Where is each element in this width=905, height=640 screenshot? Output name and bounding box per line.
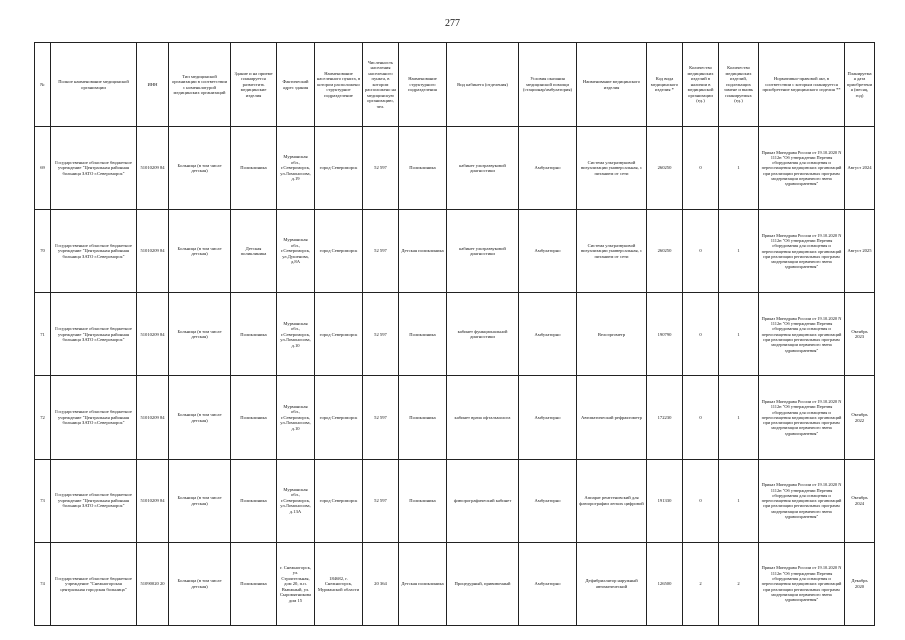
cell-qty-need: 2 (719, 542, 759, 625)
cell-type: Больница (в том числе детская) (169, 293, 231, 376)
cell-population: 52 597 (363, 459, 399, 542)
cell-room: кабинет врача офтальмолога (447, 376, 519, 459)
cell-type: Больница (в том числе детская) (169, 210, 231, 293)
cell-locality: город Североморск (315, 127, 363, 210)
cell-locality: город Североморск (315, 210, 363, 293)
table-row (35, 376, 875, 459)
cell-room: кабинет ультразвуковой диагностики (447, 210, 519, 293)
cell-locality: город Североморск (315, 376, 363, 459)
cell-qty-have: 0 (683, 210, 719, 293)
cell-conditions: Амбулаторно (519, 210, 577, 293)
cell-subdivision: Поликлиника (399, 376, 447, 459)
cell-org: Государственное областное бюджетное учреждение "Центральная районная больница ЗАТО г.Североморск" (51, 459, 137, 542)
cell-qty-need: 1 (719, 459, 759, 542)
column-header: ИНН (137, 43, 169, 127)
cell-org: Государственное областное бюджетное учреждение "Снежногорская центральная городская больница" (51, 542, 137, 625)
cell-inn: 51090020 20 (137, 542, 169, 625)
table-row (35, 293, 875, 376)
cell-population: 52 597 (363, 210, 399, 293)
cell-subdivision: Поликлиника (399, 459, 447, 542)
cell-address: Мурманская обл., г.Североморск, ул.Ломоносова, д.10 (277, 293, 315, 376)
cell-basis: Приказ Минздрава России от 19.10.2020 N 1112н "Об утверждении Перечня оборудования для оснащения и переоснащения медицинских организаций при реализации региональных программ модернизации первичного звена здравоохранения" (759, 293, 845, 376)
cell-inn: 51010209 84 (137, 459, 169, 542)
cell-subdivision: Детская поликлиника (399, 542, 447, 625)
cell-basis: Приказ Минздрава России от 19.10.2020 N 1112н "Об утверждении Перечня оборудования для оснащения и переоснащения медицинских организаций при реализации региональных программ модернизации первичного звена здравоохранения" (759, 210, 845, 293)
cell-population: 52 597 (363, 376, 399, 459)
cell-num: 70 (35, 210, 51, 293)
cell-qty-have: 2 (683, 542, 719, 625)
cell-org: Государственное областное бюджетное учреждение "Центральная районная больница ЗАТО г.Североморск" (51, 376, 137, 459)
cell-room: Процедурный, прививочный (447, 542, 519, 625)
cell-room: кабинет функциональной диагностики (447, 293, 519, 376)
cell-type: Больница (в том числе детская) (169, 376, 231, 459)
cell-qty-have: 0 (683, 127, 719, 210)
cell-qty-need: 1 (719, 127, 759, 210)
cell-qty-need: 1 (719, 210, 759, 293)
cell-type: Больница (в том числе детская) (169, 542, 231, 625)
cell-qty-have: 0 (683, 376, 719, 459)
cell-date: Август 2025 (845, 210, 875, 293)
cell-device: Автоматический рефрактометр (577, 376, 647, 459)
cell-device: Система ультразвуковой визуализации универсальная, с питанием от сети (577, 210, 647, 293)
cell-conditions: Амбулаторно (519, 459, 577, 542)
cell-room: флюорографический кабинет (447, 459, 519, 542)
cell-device: Велоэргометр (577, 293, 647, 376)
cell-code: 172230 (647, 376, 683, 459)
cell-room: кабинет ультразвуковой диагностики (447, 127, 519, 210)
cell-subdivision: Детская поликлиника (399, 210, 447, 293)
cell-building: Детская поликлиника (231, 210, 277, 293)
cell-building: Поликлиника (231, 376, 277, 459)
cell-inn: 51010209 84 (137, 376, 169, 459)
cell-conditions: Амбулаторно (519, 376, 577, 459)
cell-date: Октябрь 2022 (845, 376, 875, 459)
cell-building: Поликлиника (231, 127, 277, 210)
cell-inn: 51010209 84 (137, 127, 169, 210)
table-row (35, 459, 875, 542)
cell-date: Август 2024 (845, 127, 875, 210)
cell-type: Больница (в том числе детская) (169, 459, 231, 542)
table-row (35, 210, 875, 293)
cell-population: 52 597 (363, 127, 399, 210)
cell-address: Мурманская обл., г.Североморск, ул.Ломоносова, д.10 (277, 376, 315, 459)
cell-code: 260250 (647, 127, 683, 210)
cell-subdivision: Поликлиника (399, 293, 447, 376)
cell-conditions: Амбулаторно (519, 542, 577, 625)
cell-building: Поликлиника (231, 542, 277, 625)
equipment-table (34, 42, 875, 626)
cell-qty-have: 0 (683, 293, 719, 376)
column-header: Нормативно-правовой акт, в соответствии с которым планируется приобретение медицинского изделия ** (759, 43, 845, 127)
cell-locality: 184682, г. Снежногорск, Мурманской области (315, 542, 363, 625)
cell-code: 260250 (647, 210, 683, 293)
column-header: Количество медицинских изделий, подлежащих замене и вновь планируемых (ед.) (719, 43, 759, 127)
cell-type: Больница (в том числе детская) (169, 127, 231, 210)
cell-address: Мурманская обл., г.Североморск, ул.Ломоносова, д.13А (277, 459, 315, 542)
cell-subdivision: Поликлиника (399, 127, 447, 210)
cell-basis: Приказ Минздрава России от 19.10.2020 N 1112н "Об утверждении Перечня оборудования для оснащения и переоснащения медицинских организаций при реализации региональных программ модернизации первичного звена здравоохранения" (759, 376, 845, 459)
cell-device: Дефибриллятор наружный автоматический (577, 542, 647, 625)
cell-code: 190790 (647, 293, 683, 376)
cell-basis: Приказ Минздрава России от 19.10.2020 N 1112н "Об утверждении Перечня оборудования для оснащения и переоснащения медицинских организаций при реализации региональных программ модернизации первичного звена здравоохранения" (759, 542, 845, 625)
cell-qty-have: 0 (683, 459, 719, 542)
cell-code: 191330 (647, 459, 683, 542)
column-header: № (35, 43, 51, 127)
cell-qty-need: 1 (719, 376, 759, 459)
cell-device: Система ультразвуковой визуализации универсальная, с питанием от сети (577, 127, 647, 210)
cell-building: Поликлиника (231, 459, 277, 542)
cell-org: Государственное областное бюджетное учреждение "Центральная районная больница ЗАТО г.Североморск" (51, 210, 137, 293)
cell-locality: город Североморск (315, 459, 363, 542)
cell-address: Мурманская обл., г.Североморск, ул.Ломоносова, д.19 (277, 127, 315, 210)
page-number: 277 (445, 18, 460, 29)
cell-num: 74 (35, 542, 51, 625)
cell-inn: 51010209 84 (137, 293, 169, 376)
cell-conditions: Амбулаторно (519, 293, 577, 376)
column-header: Фактический адрес здания (277, 43, 315, 127)
column-header: Код вида медицинского изделия * (647, 43, 683, 127)
column-header: Численность населения населенного пункта, в котором расположено на медицинскую организацию, чел. (363, 43, 399, 127)
cell-num: 71 (35, 293, 51, 376)
cell-basis: Приказ Минздрава России от 19.10.2020 N 1112н "Об утверждении Перечня оборудования для оснащения и переоснащения медицинских организаций при реализации региональных программ модернизации первичного звена здравоохранения" (759, 459, 845, 542)
cell-org: Государственное областное бюджетное учреждение "Центральная районная больница ЗАТО г.Североморск" (51, 127, 137, 210)
cell-date: Декабрь 2020 (845, 542, 875, 625)
cell-basis: Приказ Минздрава России от 19.10.2020 N 1112н "Об утверждении Перечня оборудования для оснащения и переоснащения медицинских организаций при реализации региональных программ модернизации первичного звена здравоохранения" (759, 127, 845, 210)
cell-num: 69 (35, 127, 51, 210)
cell-code: 126500 (647, 542, 683, 625)
cell-building: Поликлиника (231, 293, 277, 376)
cell-address: Мурманская обл., г.Североморск, ул.Душенова, д.8А (277, 210, 315, 293)
table-row (35, 542, 875, 625)
cell-num: 73 (35, 459, 51, 542)
cell-inn: 51010209 84 (137, 210, 169, 293)
column-header: Вид кабинета (отделения) (447, 43, 519, 127)
column-header: Наименование структурного подразделения (399, 43, 447, 127)
cell-device: Аппарат рентгеновский для флюорографии легких цифровой (577, 459, 647, 542)
table-row (35, 127, 875, 210)
column-header: Наименование населенного пункта, в котором расположено структурное подразделение (315, 43, 363, 127)
cell-date: Октябрь 2024 (845, 459, 875, 542)
column-header: Полное наименование медицинской организации (51, 43, 137, 127)
cell-population: 20 364 (363, 542, 399, 625)
cell-org: Государственное областное бюджетное учреждение "Центральная районная больница ЗАТО г.Североморск" (51, 293, 137, 376)
cell-qty-need: 1 (719, 293, 759, 376)
cell-address: г. Снежногорск, ул. Строительная, дом 20, п.п. Вьюжный, ул. Сыромятникова дом 15 (277, 542, 315, 625)
column-header: Тип медицинской организации в соответствии с номенклатурой медицинских организаций (169, 43, 231, 127)
cell-num: 72 (35, 376, 51, 459)
cell-date: Октябрь 2023 (845, 293, 875, 376)
column-header: Наименование медицинского изделия (577, 43, 647, 127)
cell-locality: город Североморск (315, 293, 363, 376)
column-header: Количество медицинских изделий в наличии в медицинской организации (ед.) (683, 43, 719, 127)
column-header: Планируемая дата приобретения (месяц, год) (845, 43, 875, 127)
column-header: Здание и на приеме планируется разместить медицинские изделия (231, 43, 277, 127)
table-header-row (35, 43, 875, 127)
column-header: Условия оказания медицинской помощи (стационар/амбулатория) (519, 43, 577, 127)
cell-conditions: Амбулаторно (519, 127, 577, 210)
cell-population: 52 597 (363, 293, 399, 376)
